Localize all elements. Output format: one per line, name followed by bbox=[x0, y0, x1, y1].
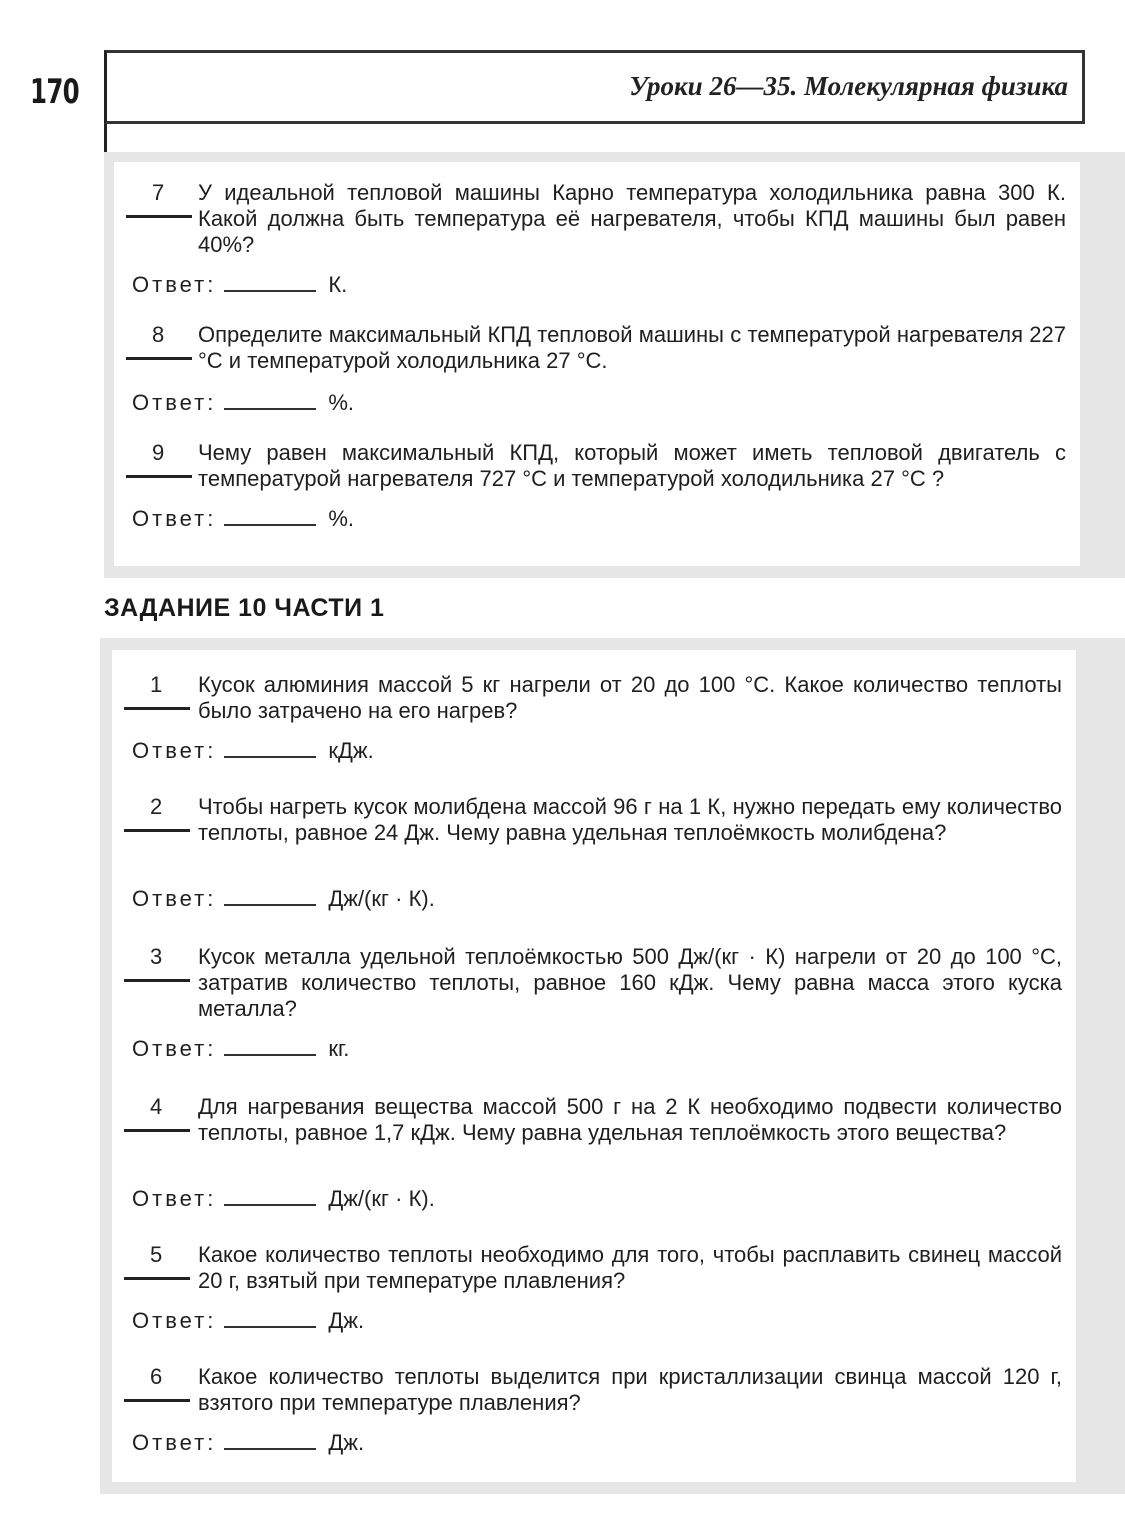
answer-row bbox=[132, 390, 354, 416]
answer-row bbox=[132, 738, 374, 764]
problem-text: Определите максимальный КПД тепловой машины с температурой нагревателя 227 °С и температурой холодильника 27 °С. bbox=[198, 322, 1066, 373]
answer-row bbox=[132, 1036, 349, 1062]
problem-number-line bbox=[126, 357, 192, 360]
section-title: ЗАДАНИЕ 10 ЧАСТИ 1 bbox=[104, 594, 385, 622]
problem-number: 5 bbox=[150, 1242, 163, 1267]
problem-number-line bbox=[126, 475, 192, 478]
answer-blank[interactable] bbox=[224, 1308, 316, 1328]
answer-label: Ответ: bbox=[132, 738, 217, 763]
answer-blank[interactable] bbox=[224, 390, 316, 410]
page-number: 170 bbox=[30, 72, 79, 112]
answer-unit: К. bbox=[328, 272, 348, 297]
problem-number-line bbox=[124, 1399, 190, 1402]
problem-text: Какое количество теплоты необходимо для того, чтобы расплавить свинец массой 20 г, взятый при температуре плавления? bbox=[198, 1242, 1062, 1293]
answer-label: Ответ: bbox=[132, 1430, 217, 1455]
answer-row bbox=[132, 1308, 364, 1334]
answer-blank[interactable] bbox=[224, 738, 316, 758]
answer-label: Ответ: bbox=[132, 886, 217, 911]
answer-label: Ответ: bbox=[132, 1308, 217, 1333]
problem-number: 4 bbox=[150, 1094, 163, 1119]
problem-number-line bbox=[124, 707, 190, 710]
answer-row bbox=[132, 506, 354, 532]
answer-blank[interactable] bbox=[224, 886, 316, 906]
answer-unit: кг. bbox=[328, 1036, 350, 1061]
problem-text: Какое количество теплоты выделится при кристаллизации свинца массой 120 г, взятого при температуре плавления? bbox=[198, 1364, 1062, 1415]
problem-number-line bbox=[126, 215, 192, 218]
block1-panel bbox=[114, 162, 1080, 566]
answer-label: Ответ: bbox=[132, 272, 217, 297]
problem-text: Чтобы нагреть кусок молибдена массой 96 г на 1 К, нужно передать ему количество теплоты, равное 24 Дж. Чему равна удельная теплоёмкость молибдена? bbox=[198, 794, 1062, 845]
problem-text: Чему равен максимальный КПД, который может иметь тепловой двигатель с температурой нагревателя 727 °С и температурой холодильника 27 °С ? bbox=[198, 440, 1066, 491]
answer-unit: Дж. bbox=[328, 1308, 365, 1333]
problem-number: 3 bbox=[150, 944, 163, 969]
answer-row bbox=[132, 1186, 435, 1212]
answer-label: Ответ: bbox=[132, 506, 217, 531]
problem-number: 6 bbox=[150, 1364, 163, 1389]
problem-number-line bbox=[124, 1277, 190, 1280]
page-header bbox=[104, 50, 1085, 124]
answer-row bbox=[132, 886, 435, 912]
answer-unit: Дж. bbox=[328, 1430, 365, 1455]
answer-unit: кДж. bbox=[328, 738, 374, 763]
problem-number-line bbox=[124, 979, 190, 982]
problem-number-line bbox=[124, 1129, 190, 1132]
header-title: Уроки 26—35. Молекулярная физика bbox=[629, 71, 1068, 101]
problem-number: 2 bbox=[150, 794, 163, 819]
answer-row bbox=[132, 272, 347, 298]
problem-number: 7 bbox=[152, 180, 165, 205]
answer-unit: %. bbox=[328, 506, 355, 531]
answer-blank[interactable] bbox=[224, 506, 316, 526]
answer-label: Ответ: bbox=[132, 1036, 217, 1061]
header-divider bbox=[104, 124, 107, 152]
problem-text: У идеальной тепловой машины Карно температура холодильника равна 300 К. Какой должна быть температура её нагревателя, чтобы КПД машины был равен 40%? bbox=[198, 180, 1066, 257]
problem-text: Для нагревания вещества массой 500 г на 2 К необходимо подвести количество теплоты, равное 1,7 кДж. Чему равна удельная теплоёмкость этого вещества? bbox=[198, 1094, 1062, 1145]
problem-number-line bbox=[124, 829, 190, 832]
problem-text: Кусок алюминия массой 5 кг нагрели от 20 до 100 °С. Какое количество теплоты было затрачено на его нагрев? bbox=[198, 672, 1062, 723]
problem-number: 9 bbox=[152, 440, 165, 465]
answer-row bbox=[132, 1430, 364, 1456]
problem-text: Кусок металла удельной теплоёмкостью 500 Дж/(кг · К) нагрели от 20 до 100 °С, затратив количество теплоты, равное 160 кДж. Чему равна масса этого куска металла? bbox=[198, 944, 1062, 1021]
answer-unit: %. bbox=[328, 390, 355, 415]
answer-blank[interactable] bbox=[224, 1430, 316, 1450]
problem-number: 8 bbox=[152, 322, 165, 347]
answer-unit: Дж/(кг · К). bbox=[328, 886, 435, 911]
block2-panel bbox=[112, 650, 1076, 1482]
answer-blank[interactable] bbox=[224, 1036, 316, 1056]
answer-label: Ответ: bbox=[132, 390, 217, 415]
answer-label: Ответ: bbox=[132, 1186, 217, 1211]
answer-blank[interactable] bbox=[224, 272, 316, 292]
problem-number: 1 bbox=[150, 672, 163, 697]
answer-blank[interactable] bbox=[224, 1186, 316, 1206]
answer-unit: Дж/(кг · К). bbox=[328, 1186, 435, 1211]
